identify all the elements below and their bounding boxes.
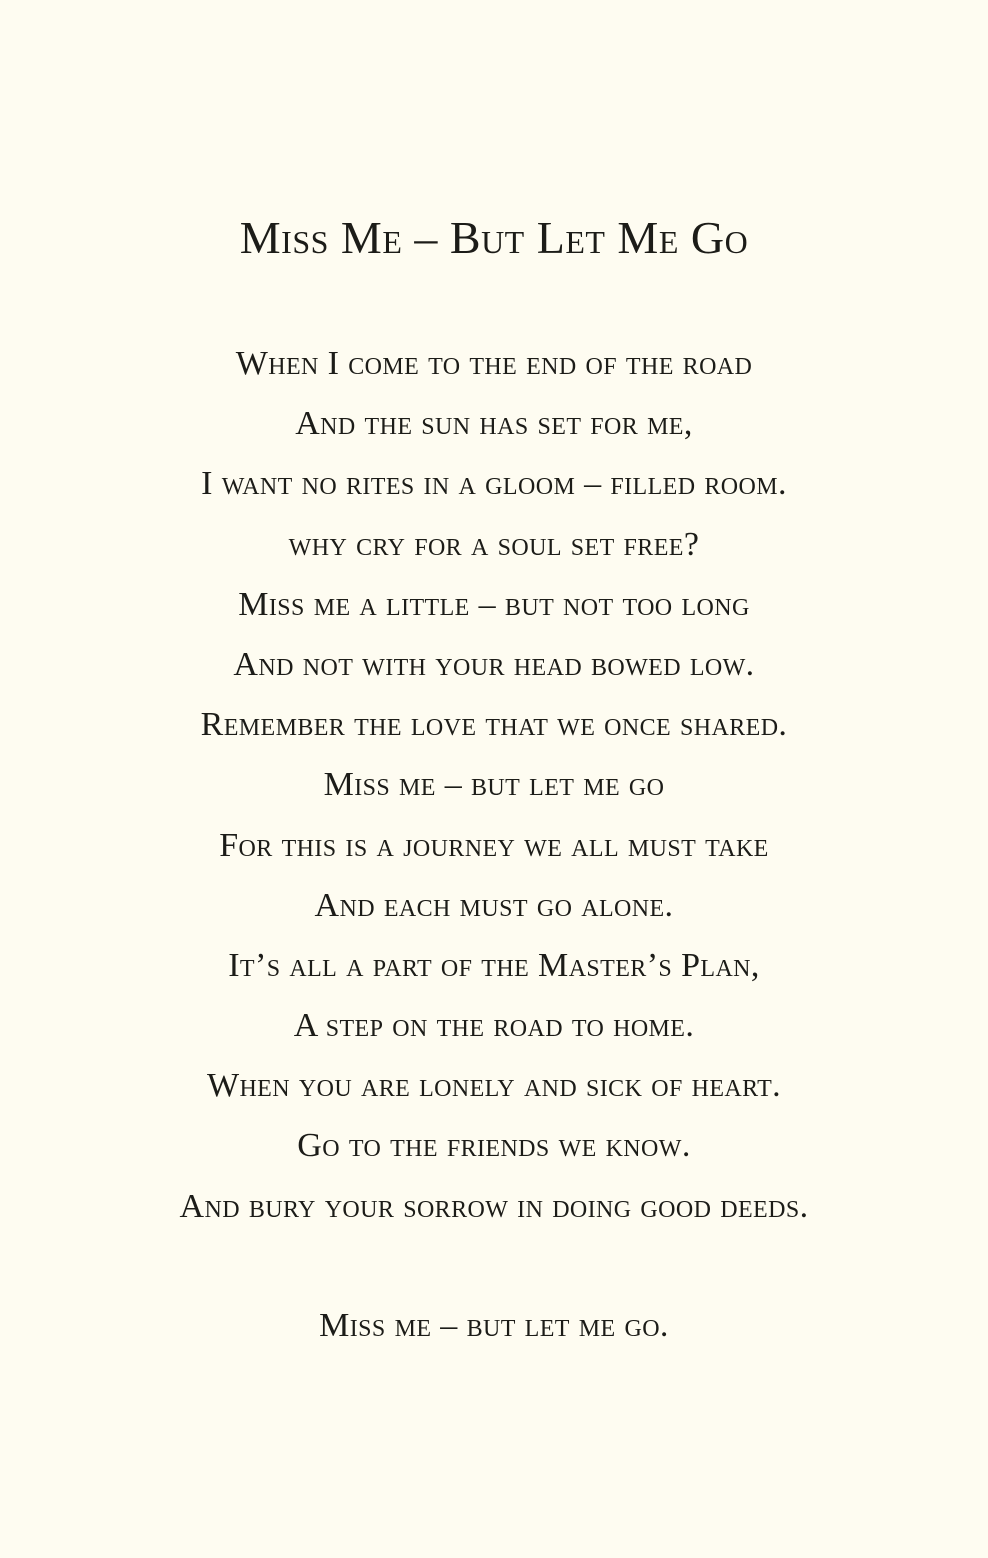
poem-line: For this is a journey we all must take (219, 826, 769, 864)
poem-line: Remember the love that we once shared. (200, 706, 788, 744)
poem-line: It’s all a part of the Master’s Plan, (228, 946, 760, 984)
poem-line: And bury your sorrow in doing good deeds. (179, 1187, 809, 1225)
poem-line: And each must go alone. (314, 886, 674, 924)
poem-title: Miss Me – But Let Me Go (239, 212, 749, 263)
poem-line: When I come to the end of the road (235, 345, 753, 382)
poem-closing-line: Miss me – but let me go. (319, 1307, 669, 1344)
poem-line: And the sun has set for me, (295, 405, 693, 443)
poem-stanza (0, 334, 988, 1237)
poem-line: Go to the friends we know. (297, 1127, 691, 1165)
poem-line: Miss me a little – but not too long (238, 585, 750, 623)
poem-line: A step on the road to home. (293, 1007, 695, 1045)
poem-line: I want no rites in a gloom – filled room. (201, 465, 787, 503)
poem-line: And not with your head bowed low. (233, 645, 755, 683)
poem-line: why cry for a soul set free? (288, 525, 700, 563)
poem-line: When you are lonely and sick of heart. (206, 1067, 782, 1105)
poem-line: Miss me – but let me go (323, 766, 665, 804)
